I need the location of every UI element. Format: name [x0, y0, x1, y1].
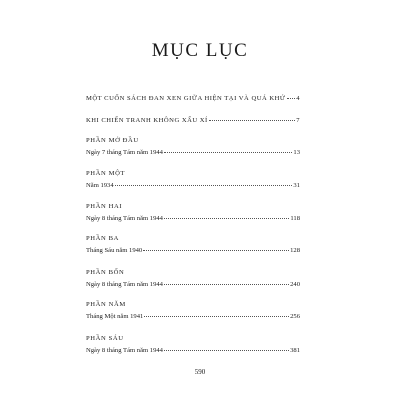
- entry-title: Ngày 7 tháng Tám năm 1944: [86, 149, 163, 156]
- toc-line: [86, 116, 300, 125]
- entry-title: Tháng Sáu năm 1940: [86, 247, 143, 254]
- section-header: PHẦN MỞ ĐẦU: [86, 137, 139, 144]
- entry-page-number: 381: [290, 347, 300, 354]
- entry-title: Ngày 8 tháng Tám năm 1944: [86, 215, 163, 222]
- dot-leader: [164, 283, 289, 285]
- section-header: PHẦN BA: [86, 235, 119, 242]
- entry-title: KHI CHIẾN TRANH KHÔNG XẤU XÍ: [86, 117, 208, 124]
- entry-page-number: 4: [296, 95, 300, 102]
- section-header: PHẦN NĂM: [86, 301, 126, 308]
- toc-line: [86, 94, 300, 103]
- toc-line: [86, 246, 300, 255]
- toc-line: [86, 181, 300, 190]
- toc-line: [86, 214, 300, 223]
- section-header: PHẦN BỐN: [86, 269, 125, 276]
- dot-leader: [164, 349, 289, 351]
- entry-title: Ngày 8 tháng Tám năm 1944: [86, 281, 163, 288]
- toc-entry: [86, 94, 300, 103]
- toc-entry: [86, 334, 300, 355]
- page-number: 590: [194, 368, 206, 376]
- section-header: PHẦN MỘT: [86, 170, 126, 177]
- section-header: PHẦN SÁU: [86, 335, 124, 342]
- entry-page-number: 240: [290, 281, 300, 288]
- dot-leader: [164, 151, 292, 153]
- entry-page-number: 31: [293, 182, 300, 189]
- toc-entry: [86, 116, 300, 125]
- dot-leader: [164, 217, 289, 219]
- toc-entry: [86, 169, 300, 190]
- entry-page-number: 13: [293, 149, 300, 156]
- toc-line: [86, 280, 300, 289]
- entry-title: Ngày 8 tháng Tám năm 1944: [86, 347, 163, 354]
- toc-entry: [86, 268, 300, 289]
- toc-entry: [86, 136, 300, 157]
- toc-entry: [86, 202, 300, 223]
- dot-leader: [209, 119, 295, 121]
- entry-page-number: 256: [290, 313, 300, 320]
- entry-page-number: 7: [296, 117, 300, 124]
- toc-line: [86, 148, 300, 157]
- dot-leader: [115, 184, 293, 186]
- entry-title: Tháng Một năm 1941: [86, 313, 144, 320]
- section-header: PHẦN HAI: [86, 203, 123, 210]
- entry-title: Năm 1934: [86, 182, 114, 189]
- toc-line: [86, 346, 300, 355]
- dot-leader: [143, 249, 289, 251]
- entry-title: MỘT CUỐN SÁCH ĐAN XEN GIỮA HIỆN TẠI VÀ QUÁ KHỨ: [86, 95, 286, 102]
- toc-entry: [86, 300, 300, 321]
- toc-entry: [86, 234, 300, 255]
- entry-page-number: 118: [290, 215, 300, 222]
- dot-leader: [287, 97, 296, 99]
- toc-line: [86, 312, 300, 321]
- entry-page-number: 128: [290, 247, 300, 254]
- page-title: MỤC LỤC: [151, 40, 249, 61]
- dot-leader: [144, 315, 289, 317]
